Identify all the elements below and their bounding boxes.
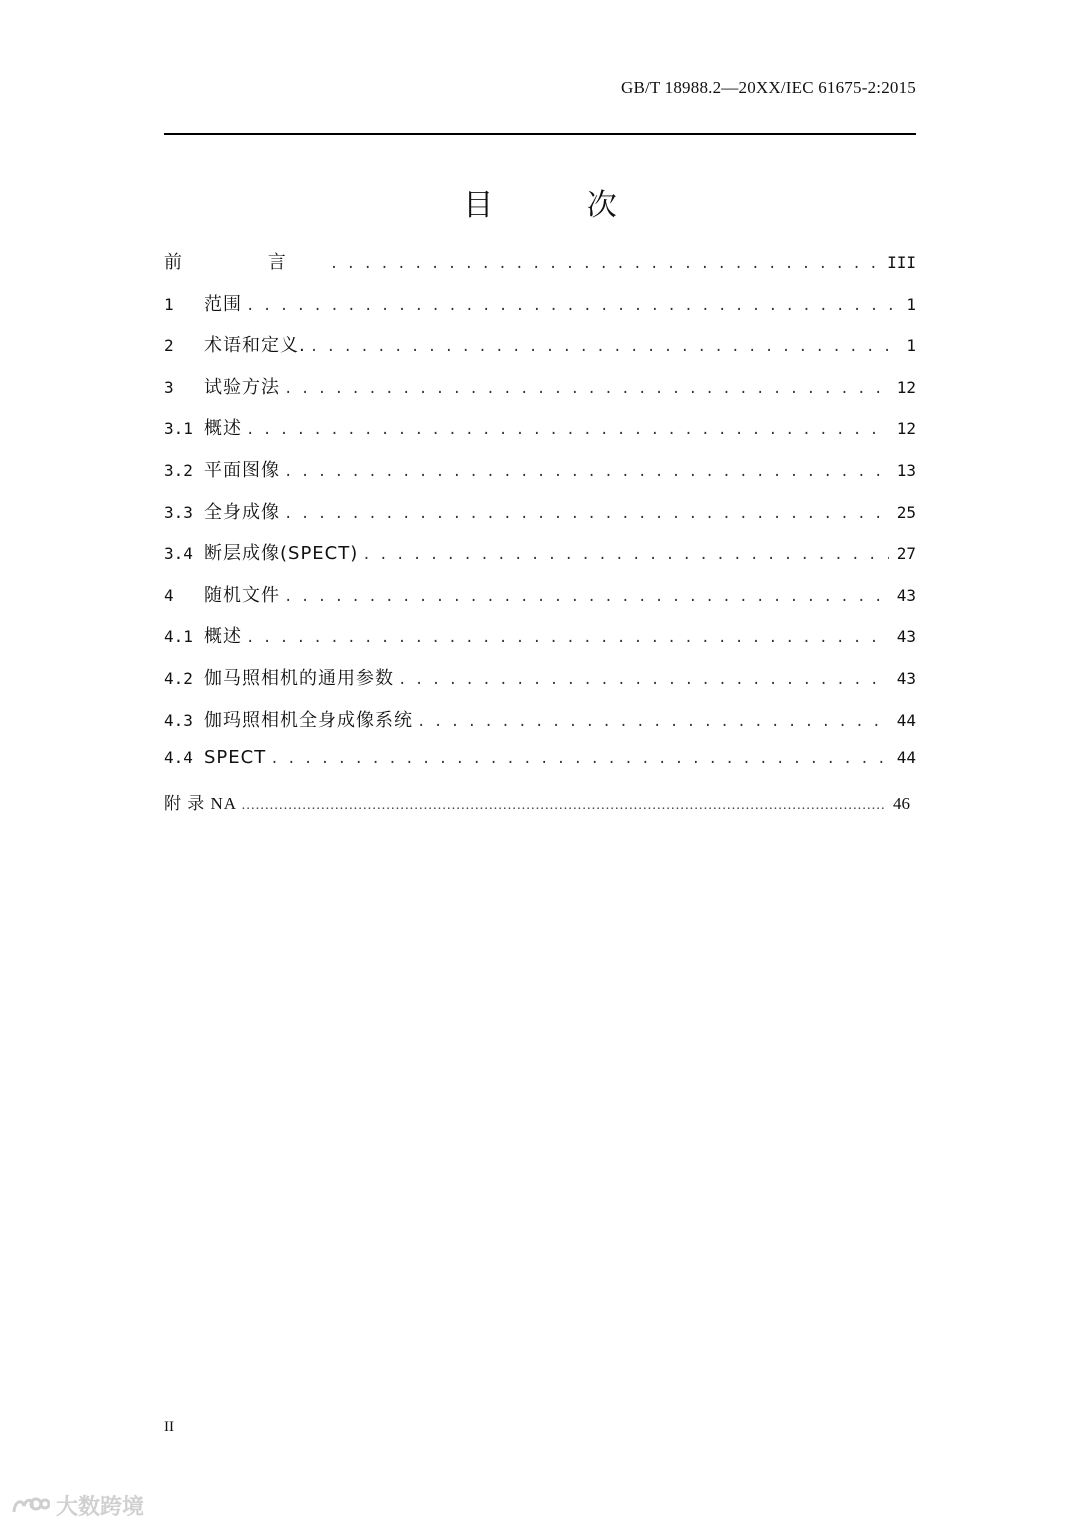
toc-entry-label: 概述 (204, 626, 242, 648)
toc-entry-label: 范围 (204, 293, 242, 315)
toc-entry-page: 13 (896, 460, 916, 480)
toc-entry-1[interactable] (164, 290, 916, 332)
toc-entry-label: 附 录 NA (164, 793, 238, 813)
toc-entry-number: 3.2 (164, 460, 193, 480)
toc-entry-label: SPECT (204, 747, 267, 769)
toc-entry-4-4[interactable] (164, 747, 916, 789)
toc-entry-number: 4 (164, 585, 174, 605)
toc-leader-dots (417, 714, 889, 730)
toc-leader-dots (330, 256, 879, 272)
toc-entry-page: 43 (896, 668, 916, 688)
toc-entry-page: 44 (896, 748, 916, 768)
toc-entry-4-3[interactable] (164, 706, 916, 748)
header-rule (164, 133, 916, 135)
toc-entry-page: 1 (906, 294, 916, 314)
toc-entry-preface[interactable] (164, 248, 916, 290)
toc-leader-dots (246, 422, 889, 438)
toc-leader-dots (398, 672, 889, 688)
toc-entry-3-4[interactable] (164, 539, 916, 581)
toc-entry-number: 4.3 (164, 710, 193, 730)
toc-entry-label: 平面图像 (204, 459, 280, 481)
toc-entry-label: 术语和定义. (204, 335, 306, 357)
watermark (10, 1490, 144, 1521)
toc-leader-dots (310, 339, 899, 355)
toc-entry-label: 前 言 (164, 252, 326, 273)
toc-entry-3-2[interactable] (164, 456, 916, 498)
toc-leader-dots (284, 506, 889, 522)
toc-entry-label: 随机文件 (204, 584, 280, 606)
toc-entry-number: 3.3 (164, 502, 193, 522)
page-number: II (164, 1419, 174, 1435)
toc-entry-label: 全身成像 (204, 501, 280, 523)
toc-title: 目 次 (463, 188, 659, 223)
toc-entry-4-2[interactable] (164, 664, 916, 706)
toc-entry-page: 27 (896, 544, 916, 564)
toc-entry-page: 25 (896, 502, 916, 522)
toc-entry-number: 3.1 (164, 419, 193, 439)
toc-leader-dots (284, 589, 889, 605)
toc-entry-label: 概述 (204, 418, 242, 440)
toc-leader-dots (362, 547, 888, 563)
toc-leader-dots (246, 298, 898, 314)
toc-entry-page: 43 (896, 585, 916, 605)
toc-entry-number: 3 (164, 377, 174, 397)
toc-entry-number: 3.4 (164, 544, 193, 564)
toc-entry-label: 伽玛照相机全身成像系统 (204, 709, 413, 731)
toc-entry-number: 2 (164, 336, 174, 356)
toc-leader-dots (284, 464, 889, 480)
toc-leader-dots (246, 630, 889, 646)
toc-entry-label: 断层成像(SPECT) (204, 543, 359, 565)
toc-entry-3-1[interactable] (164, 414, 916, 456)
watermark-text: 大数跨境 (56, 1495, 145, 1520)
toc-leader-dots (270, 751, 889, 767)
toc-entry-page: 46 (893, 793, 910, 813)
toc-entry-page: 43 (896, 627, 916, 647)
toc-entry-label: 试验方法 (204, 376, 280, 398)
table-of-contents (164, 248, 916, 823)
toc-entry-page: III (887, 253, 916, 272)
toc-entry-2[interactable] (164, 331, 916, 373)
toc-leader-dots (241, 798, 885, 814)
toc-entry-3[interactable] (164, 373, 916, 415)
toc-entry-label: 伽马照相机的通用参数 (204, 667, 394, 689)
toc-entry-page: 12 (896, 377, 916, 397)
toc-entry-page: 1 (906, 336, 916, 356)
toc-leader-dots (284, 381, 889, 397)
toc-entry-3-3[interactable] (164, 498, 916, 540)
toc-entry-4[interactable] (164, 581, 916, 623)
toc-entry-page: 44 (896, 710, 916, 730)
standard-code: GB/T 18988.2—20XX/IEC 61675-2:2015 (620, 78, 916, 97)
watermark-logo-icon (10, 1494, 50, 1518)
toc-entry-number: 4.2 (164, 668, 193, 688)
toc-entry-appendix[interactable] (164, 789, 916, 823)
toc-entry-4-1[interactable] (164, 622, 916, 664)
toc-entry-number: 4.1 (164, 627, 193, 647)
toc-entry-page: 12 (896, 419, 916, 439)
toc-entry-number: 1 (164, 294, 174, 314)
toc-entry-number: 4.4 (164, 748, 193, 768)
